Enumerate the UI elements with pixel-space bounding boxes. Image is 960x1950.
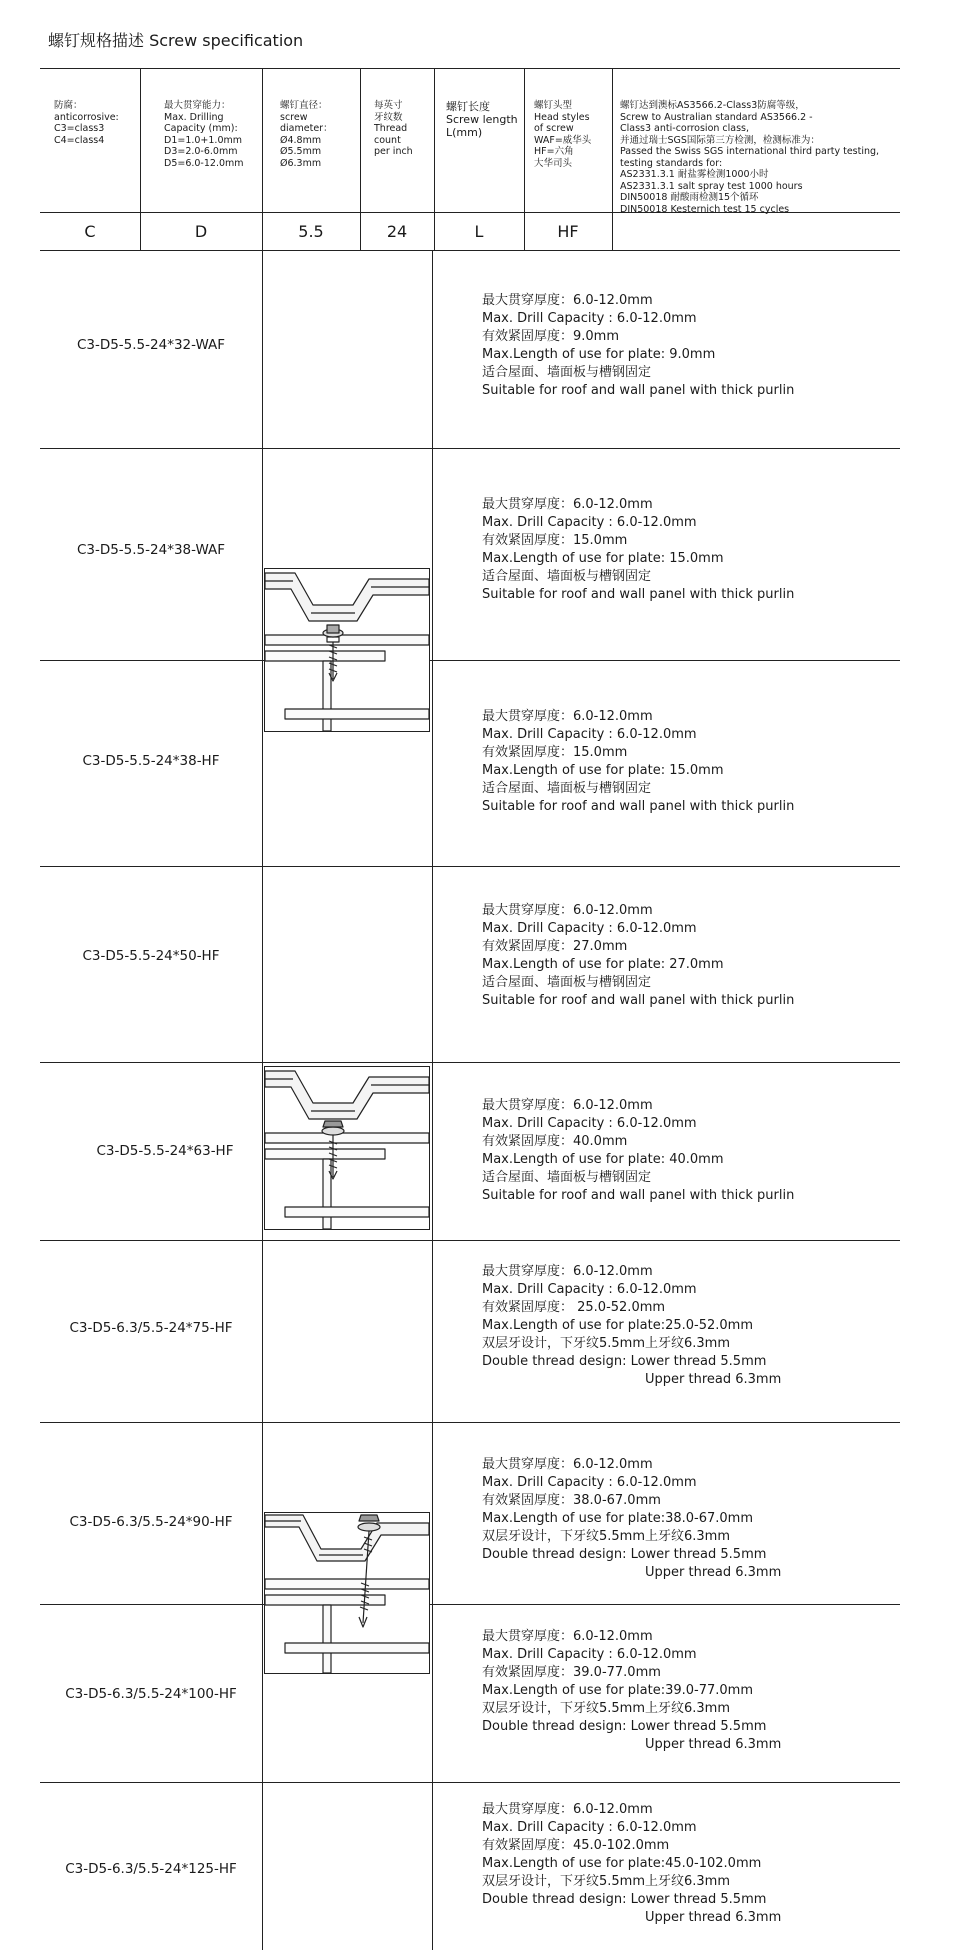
row-separator bbox=[40, 1422, 900, 1423]
row-description: 最大贯穿厚度：6.0-12.0mm Max. Drill Capacity : 6.0-12.0mm 有效紧固厚度：39.0-77.0mm Max.Length of use for plate:39.0-77.0mm 双层牙设计，下牙纹5.5mm上牙纹6.3mm Double thread design: Lower thread 5.5mm Upper thread 6.3mm bbox=[482, 1629, 782, 1752]
row-description: 最大贯穿厚度：6.0-12.0mm Max. Drill Capacity : 6.0-12.0mm 有效紧固厚度：45.0-102.0mm Max.Length of use for plate:45.0-102.0mm 双层牙设计，下牙纹5.5mm上牙纹6.3mm Double thread design: Lower thread 5.5mm Upper thread 6.3mm bbox=[482, 1802, 782, 1925]
row-separator bbox=[40, 1782, 900, 1783]
row-model-name: C3-D5-5.5-24*63-HF bbox=[96, 1143, 234, 1159]
row-description: 最大贯穿厚度：6.0-12.0mm Max. Drill Capacity : 6.0-12.0mm 有效紧固厚度： 25.0-52.0mm Max.Length of use for plate:25.0-52.0mm 双层牙设计，下牙纹5.5mm上牙纹6.3mm Double thread design: Lower thread 5.5mm Upper thread 6.3mm bbox=[482, 1264, 782, 1387]
row-model-name: C3-D5-5.5-24*50-HF bbox=[82, 948, 220, 964]
code-length: L bbox=[474, 222, 484, 241]
row-separator bbox=[40, 660, 900, 661]
row-separator bbox=[40, 1062, 900, 1063]
row-model-name: C3-D5-5.5-24*38-HF bbox=[82, 753, 220, 769]
row-description: 最大贯穿厚度：6.0-12.0mm Max. Drill Capacity : 6.0-12.0mm 有效紧固厚度：38.0-67.0mm Max.Length of use for plate:38.0-67.0mm 双层牙设计，下牙纹5.5mm上牙纹6.3mm Double thread design: Lower thread 5.5mm Upper thread 6.3mm bbox=[482, 1457, 782, 1580]
code-thread: 24 bbox=[386, 222, 408, 241]
row-model-name: C3-D5-6.3/5.5-24*90-HF bbox=[69, 1514, 233, 1530]
installation-illustration bbox=[264, 568, 430, 732]
screw-in-purlin-drawing bbox=[265, 569, 429, 731]
row-model-name: C3-D5-6.3/5.5-24*75-HF bbox=[69, 1320, 233, 1336]
row-model-name: C3-D5-5.5-24*38-WAF bbox=[76, 542, 226, 558]
header-divider bbox=[140, 68, 141, 250]
body-divider bbox=[262, 250, 263, 1950]
row-description: 最大贯穿厚度：6.0-12.0mm Max. Drill Capacity : 6.0-12.0mm 有效紧固厚度：9.0mm Max.Length of use for plate: 9.0mm 适合屋面、墙面板与槽钢固定 Suitable for roof and wall panel with thick purlin bbox=[482, 293, 795, 398]
header-standards: 螺钉达到澳标AS3566.2-Class3防腐等级， Screw to Australian standard AS3566.2 - Class3 anti-corrosion class, 并通过瑞士SGS国际第三方检测，检测标准为： Passed the Swiss SGS international third party testing, testing standards for: AS2331.3.1 耐盐雾检测1000小时 AS2331.3.1 salt spray test 1000 hours DIN50018 耐酸雨检测15个循环 DIN50018 Kesternich test 15 cycles bbox=[620, 100, 880, 215]
row-separator bbox=[40, 1240, 900, 1241]
installation-illustration bbox=[264, 1066, 430, 1230]
body-divider bbox=[432, 250, 433, 1950]
row-model-name: C3-D5-6.3/5.5-24*125-HF bbox=[65, 1861, 237, 1877]
row-description: 最大贯穿厚度：6.0-12.0mm Max. Drill Capacity : 6.0-12.0mm 有效紧固厚度：15.0mm Max.Length of use for plate: 15.0mm 适合屋面、墙面板与槽钢固定 Suitable for roof and wall panel with thick purlin bbox=[482, 497, 795, 602]
installation-illustration bbox=[264, 1512, 430, 1674]
row-model-name: C3-D5-5.5-24*32-WAF bbox=[76, 337, 226, 353]
screw-in-purlin-drawing bbox=[265, 1067, 429, 1229]
row-separator bbox=[40, 1604, 900, 1605]
header-head-styles: 螺钉头型 Head styles of screw WAF=威华头 HF=六角 大华司头 bbox=[534, 100, 592, 169]
header-thread-count: 每英寸 牙纹数 Thread count per inch bbox=[374, 100, 413, 157]
code-anticorrosive: C bbox=[84, 222, 96, 241]
header-drill-capacity: 最大贯穿能力： Max. Drilling Capacity (mm): D1=1.0+1.0mm D3=2.0-6.0mm D5=6.0-12.0mm bbox=[164, 100, 244, 169]
code-diameter: 5.5 bbox=[298, 222, 324, 241]
header-bottom-rule bbox=[40, 250, 900, 251]
header-diameter: 螺钉直径： screw diameter： Ø4.8mm Ø5.5mm Ø6.3mm bbox=[280, 100, 333, 169]
row-separator bbox=[40, 448, 900, 449]
header-anticorrosive: 防腐： anticorrosive: C3=class3 C4=class4 bbox=[54, 100, 119, 146]
page-title: 螺钉规格描述 Screw specification bbox=[48, 31, 304, 50]
header-screw-length: 螺钉长度 Screw length L(mm) bbox=[446, 100, 518, 139]
row-model-name: C3-D5-6.3/5.5-24*100-HF bbox=[65, 1686, 237, 1702]
row-separator bbox=[40, 866, 900, 867]
row-description: 最大贯穿厚度：6.0-12.0mm Max. Drill Capacity : 6.0-12.0mm 有效紧固厚度：27.0mm Max.Length of use for plate: 27.0mm 适合屋面、墙面板与槽钢固定 Suitable for roof and wall panel with thick purlin bbox=[482, 903, 795, 1008]
code-drill: D bbox=[194, 222, 208, 241]
header-top-rule bbox=[40, 68, 900, 69]
row-description: 最大贯穿厚度：6.0-12.0mm Max. Drill Capacity : 6.0-12.0mm 有效紧固厚度：40.0mm Max.Length of use for plate: 40.0mm 适合屋面、墙面板与槽钢固定 Suitable for roof and wall panel with thick purlin bbox=[482, 1098, 795, 1203]
row-description: 最大贯穿厚度：6.0-12.0mm Max. Drill Capacity : 6.0-12.0mm 有效紧固厚度：15.0mm Max.Length of use for plate: 15.0mm 适合屋面、墙面板与槽钢固定 Suitable for roof and wall panel with thick purlin bbox=[482, 709, 795, 814]
code-head: HF bbox=[557, 222, 579, 241]
screw-in-purlin-drawing bbox=[265, 1513, 429, 1673]
